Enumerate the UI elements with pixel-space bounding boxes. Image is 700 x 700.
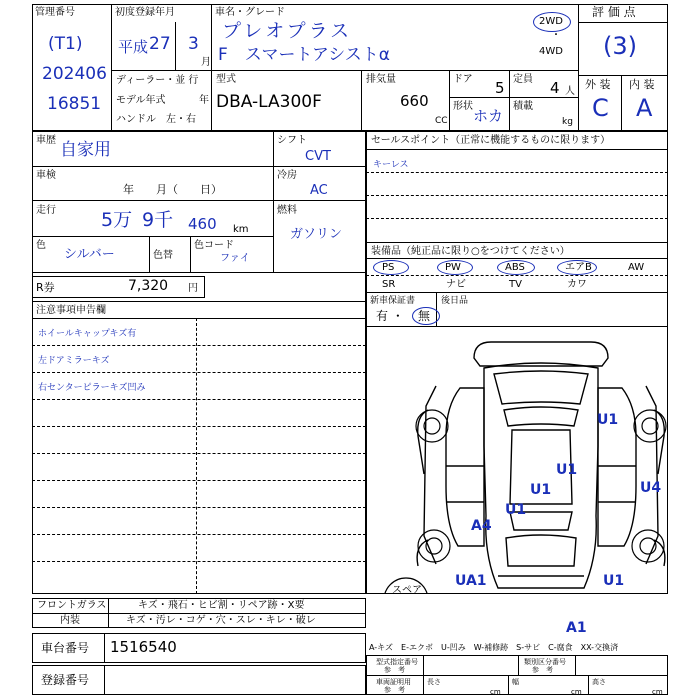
reg-month: 3 — [188, 34, 199, 54]
mgmt-number-label: 管理番号 — [35, 7, 75, 18]
owners-manual-label: 後日品 — [441, 296, 469, 306]
cert-no-ref: 参 考 — [384, 686, 405, 694]
inspection-label: 車検 — [36, 170, 56, 181]
color-value: シルバー — [64, 247, 115, 262]
kg-unit: kg — [562, 117, 573, 127]
equip-aw: AW — [628, 262, 645, 273]
height-unit: cm — [652, 688, 663, 696]
color-code-value: ファイ — [220, 253, 250, 264]
model-code: DBA-LA300F — [216, 92, 322, 112]
equip-airbag: エアB — [565, 262, 592, 273]
interior-row-label: 内装 — [60, 615, 80, 626]
doors-value: 5 — [495, 79, 505, 97]
length-label: 長さ — [427, 678, 441, 686]
shape-label: 形状 — [453, 101, 473, 112]
color-change-label: 色替 — [153, 250, 173, 261]
dealer-label: ディーラー・並 行 — [116, 75, 199, 86]
rating-label: 評 価 点 — [592, 5, 636, 19]
interior-grade: A — [636, 94, 653, 122]
damage-mark-6: A4 — [471, 518, 492, 534]
equip-ps: PS — [382, 262, 395, 273]
spare-label: スペア — [392, 585, 422, 596]
mileage-rest: 460 — [188, 215, 217, 233]
reg-year: 27 — [149, 34, 171, 54]
damage-mark-3: U1 — [530, 482, 552, 498]
warranty-selected: 無 — [418, 309, 431, 323]
legend-text: A-キズ E-エクボ U-凹み W-補修跡 S-サビ C-腐食 XX-交換済 — [369, 643, 619, 652]
interior-label: 内 装 — [629, 78, 655, 91]
chassis-no-value: 1516540 — [110, 638, 177, 656]
shift-label: シフト — [277, 135, 307, 146]
shift-value: CVT — [305, 149, 331, 164]
history-label: 車歴 — [36, 135, 56, 146]
car-grade: F スマートアシストα — [218, 45, 390, 65]
handle-label: ハンドル 左・右 — [116, 114, 196, 125]
length-unit: cm — [490, 688, 501, 696]
drive-dot: ・ — [551, 30, 561, 41]
equip-pw: PW — [445, 262, 461, 273]
mgmt-number-1: 202406 — [42, 64, 107, 84]
category-number-ref: 参 考 — [532, 666, 553, 674]
fuel-label: 燃料 — [277, 205, 297, 216]
r-ken-yen: 円 — [188, 283, 198, 294]
cc-unit: CC — [435, 116, 448, 126]
equip-navi: ナビ — [446, 279, 466, 290]
reg-no-label: 登録番号 — [41, 673, 90, 687]
mgmt-number-2: 16851 — [47, 94, 102, 114]
note-1: ホイールキャップキズ有 — [38, 329, 137, 339]
interior-row-values: キズ・汚レ・コゲ・穴・スレ・キレ・破レ — [126, 615, 316, 626]
history-value: 自家用 — [60, 140, 111, 160]
first-reg-label: 初度登録年月 — [115, 7, 175, 18]
km-unit: km — [233, 224, 249, 235]
caution-label: 注意事項申告欄 — [36, 305, 106, 316]
ac-label: 冷房 — [277, 170, 297, 181]
front-glass-values: キズ・飛石・ヒビ割・リペア跡・X要 — [138, 600, 305, 611]
color-code-label: 色コード — [194, 240, 234, 251]
exterior-grade: C — [592, 94, 609, 122]
damage-mark-7: UA1 — [455, 573, 487, 589]
height-label: 高さ — [592, 678, 606, 686]
chassis-no-label: 車台番号 — [41, 641, 90, 655]
front-glass-label: フロントガラス — [37, 600, 107, 611]
equip-tv: TV — [509, 279, 522, 290]
car-name-label: 車名・グレード — [215, 7, 285, 18]
doors-label: ドア — [453, 74, 473, 85]
damage-mark-9: A1 — [566, 620, 587, 636]
capacity-value: 4 — [550, 79, 560, 97]
displacement-value: 660 — [400, 92, 429, 110]
persons-unit: 人 — [565, 86, 575, 97]
equipment-label: 装備品（純正品に限り○をつけてください） — [371, 246, 570, 257]
width-label: 幅 — [512, 678, 519, 686]
r-ken-label: R券 — [36, 281, 55, 294]
note-2: 左ドアミラーキズ — [38, 356, 110, 366]
rating-value: (3) — [603, 32, 637, 60]
model-year-unit: 年 — [199, 95, 209, 106]
sales-points-label: セールスポイント（正常に機能するものに限ります） — [371, 135, 611, 146]
type-designation-label: 型式指定番号 — [376, 658, 418, 666]
color-label: 色 — [36, 240, 46, 251]
reg-era: 平成 — [118, 38, 149, 56]
mgmt-code: (T1) — [48, 34, 83, 54]
sales-point-1: キーレス — [373, 160, 409, 170]
exterior-label: 外 装 — [585, 78, 611, 91]
width-unit: cm — [571, 688, 582, 696]
mileage-label: 走行 — [36, 205, 56, 216]
displacement-label: 排気量 — [366, 74, 396, 85]
r-ken-value: 7,320 — [128, 278, 169, 294]
damage-mark-2: U1 — [556, 462, 578, 478]
damage-mark-5: U4 — [640, 480, 662, 496]
equip-abs: ABS — [505, 262, 525, 273]
category-number-label: 類別区分番号 — [524, 658, 566, 666]
damage-mark-4: U1 — [505, 502, 527, 518]
equip-sr: SR — [382, 279, 396, 290]
capacity-label: 定員 — [513, 74, 533, 85]
cert-no-label: 車両証明用 — [376, 678, 411, 686]
load-label: 積載 — [513, 101, 533, 112]
damage-mark-8: U1 — [603, 573, 625, 589]
model-type-label: 型式 — [216, 74, 236, 85]
note-3: 右センターピラーキズ凹み — [38, 383, 146, 393]
r-ken-box — [32, 276, 205, 298]
warranty-label: 新車保証書 — [370, 296, 416, 306]
fuel-value: ガソリン — [290, 227, 343, 242]
damage-mark-1: U1 — [597, 412, 619, 428]
shape-value: ホカ — [473, 107, 504, 125]
mileage-sen: 9千 — [142, 209, 174, 231]
equip-leather: カワ — [567, 279, 587, 290]
car-name: プレオプラス — [222, 20, 353, 42]
type-designation-ref: 参 考 — [384, 666, 405, 674]
warranty-options: 有 ・ — [376, 309, 404, 323]
mileage-man: 5万 — [101, 209, 133, 231]
car-damage-diagram — [366, 326, 668, 594]
drive-2wd: 2WD — [539, 16, 563, 27]
reg-month-unit: 月 — [201, 57, 211, 68]
drive-4wd: 4WD — [539, 46, 563, 57]
ac-value: AC — [310, 183, 328, 198]
model-year-label: モデル年式 — [116, 95, 166, 106]
inspection-date: 年 月（ 日） — [123, 183, 222, 196]
